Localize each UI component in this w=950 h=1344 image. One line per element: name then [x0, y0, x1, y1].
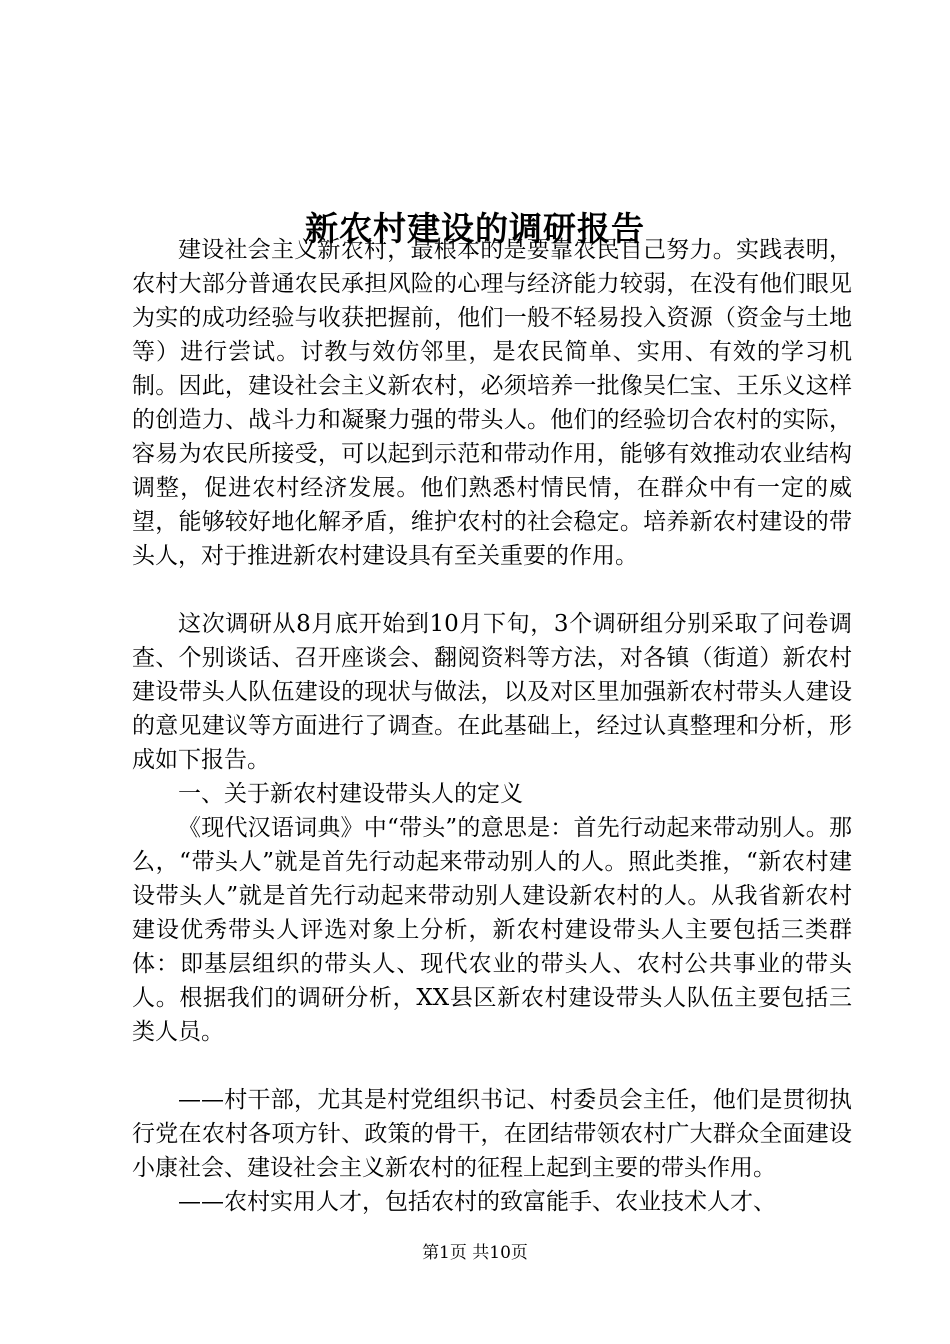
paragraph-survey-overview: 这次调研从8月底开始到10月下旬，3个调研组分别采取了问卷调查、个别谈话、召开座谈会、翻阅资料等方法，对各镇（街道）新农村建设带头人队伍建设的现状与做法，以及对区里加强新农村带头人建设的意见建议等方面进行了调查。在此基础上，经过认真整理和分析，形成如下报告。	[132, 611, 852, 773]
paragraph-definition: 《现代汉语词典》中“带头”的意思是：首先行动起来带动别人。那么，“带头人”就是首先行动起来带动别人的人。照此类推，“新农村建设带头人”就是首先行动起来带动别人建设新农村的人。从我省新农村建设优秀带头人评选对象上分析，新农村建设带头人主要包括三类群体：即基层组织的带头人、现代农业的带头人、农村公共事业的带头人。根据我们的调研分析，XX县区新农村建设带头人队伍主要包括三类人员。	[132, 815, 852, 1045]
paragraph-village-cadres: ——村干部，尤其是村党组织书记、村委员会主任，他们是贯彻执行党在农村各项方针、政策的骨干，在团结带领农村广大群众全面建设小康社会、建设社会主义新农村的征程上起到主要的带头作用。	[132, 1087, 852, 1181]
page-number-footer: 第1页 共10页	[422, 1243, 528, 1263]
document-title: 新农村建设的调研报告	[305, 209, 645, 249]
section-heading-definition: 一、关于新农村建设带头人的定义	[178, 781, 523, 807]
document-body	[132, 233, 852, 1219]
paragraph-intro: 建设社会主义新农村，最根本的是要靠农民自己努力。实践表明，农村大部分普通农民承担风险的心理与经济能力较弱，在没有他们眼见为实的成功经验与收获把握前，他们一般不轻易投入资源（资金与土地等）进行尝试。讨教与效仿邻里，是农民简单、实用、有效的学习机制。因此，建设社会主义新农村，必须培养一批像吴仁宝、王乐义这样的创造力、战斗力和凝聚力强的带头人。他们的经验切合农村的实际，容易为农民所接受，可以起到示范和带动作用，能够有效推动农业结构调整，促进农村经济发展。他们熟悉村情民情，在群众中有一定的威望，能够较好地化解矛盾，维护农村的社会稳定。培养新农村建设的带头人，对于推进新农村建设具有至关重要的作用。	[132, 237, 852, 569]
paragraph-rural-talent: ——农村实用人才，包括农村的致富能手、农业技术人才、	[178, 1189, 776, 1215]
